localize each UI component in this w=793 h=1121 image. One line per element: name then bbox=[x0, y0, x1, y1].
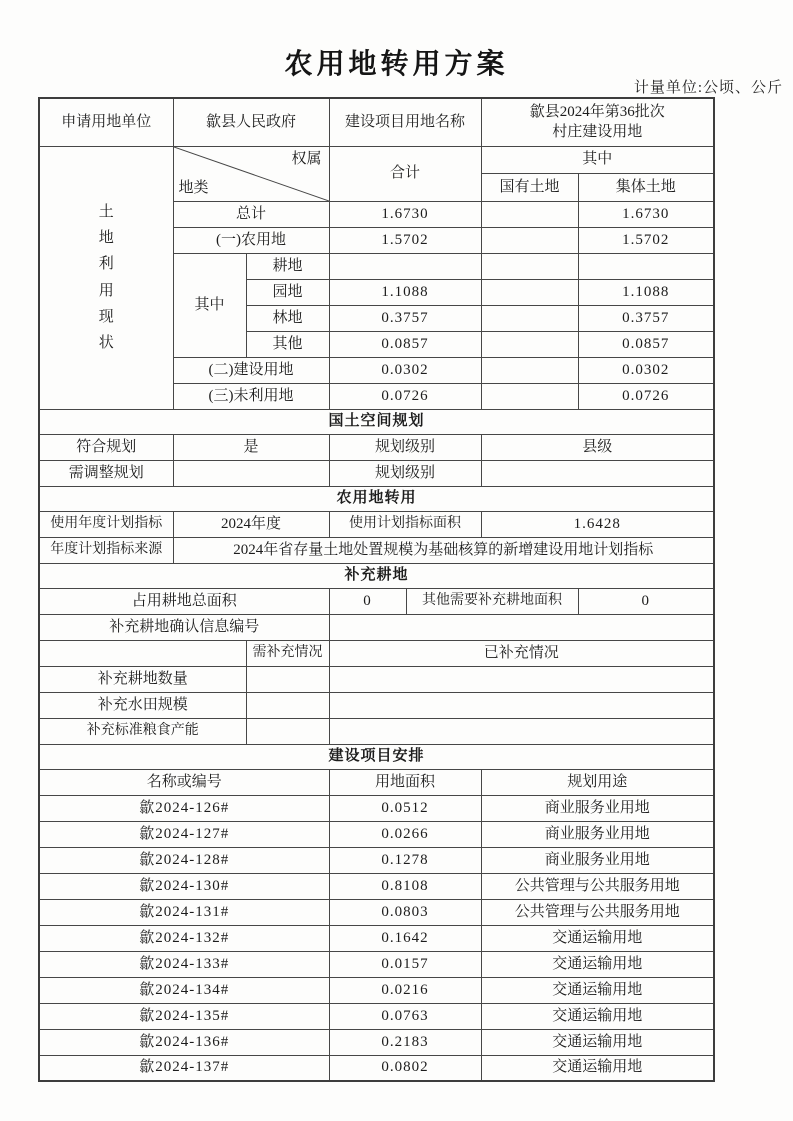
forest-state bbox=[481, 305, 578, 331]
adjust-plan-label: 需调整规划 bbox=[39, 460, 173, 486]
forest-total: 0.3757 bbox=[329, 305, 481, 331]
table-row bbox=[39, 460, 714, 486]
project-purpose: 交通运输用地 bbox=[481, 925, 714, 951]
construction-total: 0.0302 bbox=[329, 357, 481, 383]
project-purpose: 公共管理与公共服务用地 bbox=[481, 899, 714, 925]
table-row bbox=[39, 434, 714, 460]
other-supplement-area-value: 0 bbox=[578, 588, 714, 614]
project-row bbox=[39, 951, 714, 977]
table-row bbox=[39, 718, 714, 744]
project-name: 歙2024-136# bbox=[39, 1029, 329, 1055]
grand-total-state bbox=[481, 201, 578, 227]
index-source-value: 2024年省存量土地处置规模为基础核算的新增建设用地计划指标 bbox=[173, 537, 714, 563]
row-label-grand-total: 总计 bbox=[173, 201, 329, 227]
column-header-state-land: 国有土地 bbox=[481, 173, 578, 201]
row-label-other: 其他 bbox=[246, 331, 329, 357]
supplement-confirm-id-label: 补充耕地确认信息编号 bbox=[39, 614, 329, 640]
project-name-value bbox=[481, 98, 714, 146]
project-purpose: 交通运输用地 bbox=[481, 977, 714, 1003]
farmland-conversion-table bbox=[38, 97, 715, 1082]
project-name: 歙2024-130# bbox=[39, 873, 329, 899]
garden-state bbox=[481, 279, 578, 305]
row-label-cultivated: 耕地 bbox=[246, 253, 329, 279]
row-label-agricultural: (一)农用地 bbox=[173, 227, 329, 253]
measurement-unit-note: 计量单位:公顷、公斤 bbox=[633, 80, 783, 96]
project-purpose: 交通运输用地 bbox=[481, 1029, 714, 1055]
done-supplement-header: 已补充情况 bbox=[329, 640, 714, 666]
project-row bbox=[39, 1029, 714, 1055]
column-header-collective-land: 集体土地 bbox=[578, 173, 714, 201]
project-row bbox=[39, 847, 714, 873]
project-name: 歙2024-128# bbox=[39, 847, 329, 873]
cultivated-state bbox=[481, 253, 578, 279]
other-supplement-area-label: 其他需要补充耕地面积 bbox=[406, 588, 578, 614]
column-header-subset: 其中 bbox=[481, 146, 714, 173]
other-total: 0.0857 bbox=[329, 331, 481, 357]
project-name: 歙2024-131# bbox=[39, 899, 329, 925]
other-collective: 0.0857 bbox=[578, 331, 714, 357]
project-name-label: 建设项目用地名称 bbox=[329, 98, 481, 146]
supplement-confirm-id-value bbox=[329, 614, 714, 640]
agricultural-collective: 1.5702 bbox=[578, 227, 714, 253]
applicant-unit-label: 申请用地单位 bbox=[39, 98, 173, 146]
project-area: 0.0266 bbox=[329, 821, 481, 847]
section-header-row bbox=[39, 744, 714, 769]
agricultural-total: 1.5702 bbox=[329, 227, 481, 253]
column-header-total: 合计 bbox=[329, 146, 481, 201]
need-supplement-header: 需补充情况 bbox=[246, 640, 329, 666]
page-title: 农用地转用方案 bbox=[284, 49, 509, 80]
project-purpose: 公共管理与公共服务用地 bbox=[481, 873, 714, 899]
plan-level-value-2 bbox=[481, 460, 714, 486]
project-purpose: 交通运输用地 bbox=[481, 951, 714, 977]
project-name-line1: 歙县2024年第36批次 bbox=[529, 104, 665, 120]
section-title-conversion: 农用地转用 bbox=[39, 486, 714, 511]
project-row bbox=[39, 1055, 714, 1081]
land-use-side-label: 土地利用现状 bbox=[39, 146, 173, 409]
table-row bbox=[39, 537, 714, 563]
supplement-grain-capacity-need bbox=[246, 718, 329, 744]
diagonal-label-ownership: 权属 bbox=[291, 150, 322, 167]
project-area-column-header: 用地面积 bbox=[329, 769, 481, 795]
projects-header-row bbox=[39, 769, 714, 795]
garden-collective: 1.1088 bbox=[578, 279, 714, 305]
project-name: 歙2024-134# bbox=[39, 977, 329, 1003]
project-name-line2: 村庄建设用地 bbox=[552, 124, 643, 141]
table-row bbox=[39, 146, 714, 173]
project-area: 0.1642 bbox=[329, 925, 481, 951]
applicant-unit-value: 歙县人民政府 bbox=[173, 98, 329, 146]
supplement-quantity-done bbox=[329, 666, 714, 692]
grand-total-total: 1.6730 bbox=[329, 201, 481, 227]
conform-plan-label: 符合规划 bbox=[39, 434, 173, 460]
supplement-grain-capacity-label: 补充标准粮食产能 bbox=[39, 718, 246, 744]
table-row bbox=[39, 588, 714, 614]
project-area: 0.0803 bbox=[329, 899, 481, 925]
grand-total-collective: 1.6730 bbox=[578, 201, 714, 227]
supplement-quantity-need bbox=[246, 666, 329, 692]
project-row bbox=[39, 925, 714, 951]
table-row bbox=[39, 640, 714, 666]
table-row bbox=[39, 98, 714, 146]
project-area: 0.8108 bbox=[329, 873, 481, 899]
row-label-forest: 林地 bbox=[246, 305, 329, 331]
project-purpose: 交通运输用地 bbox=[481, 1055, 714, 1081]
occupied-area-label: 占用耕地总面积 bbox=[39, 588, 329, 614]
project-area: 0.0157 bbox=[329, 951, 481, 977]
project-row bbox=[39, 821, 714, 847]
forest-collective: 0.3757 bbox=[578, 305, 714, 331]
row-label-construction: (二)建设用地 bbox=[173, 357, 329, 383]
unused-total: 0.0726 bbox=[329, 383, 481, 409]
subset-group-label: 其中 bbox=[173, 253, 246, 357]
agricultural-state bbox=[481, 227, 578, 253]
cultivated-total bbox=[329, 253, 481, 279]
table-row bbox=[39, 511, 714, 537]
construction-state bbox=[481, 357, 578, 383]
plan-index-area-value: 1.6428 bbox=[481, 511, 714, 537]
project-row bbox=[39, 977, 714, 1003]
project-row bbox=[39, 795, 714, 821]
annual-plan-index-value: 2024年度 bbox=[173, 511, 329, 537]
construction-collective: 0.0302 bbox=[578, 357, 714, 383]
plan-level-label-1: 规划级别 bbox=[329, 434, 481, 460]
project-name: 歙2024-137# bbox=[39, 1055, 329, 1081]
plan-level-label-2: 规划级别 bbox=[329, 460, 481, 486]
supplement-paddy-label: 补充水田规模 bbox=[39, 692, 246, 718]
project-row bbox=[39, 899, 714, 925]
supplement-grain-capacity-done bbox=[329, 718, 714, 744]
index-source-label: 年度计划指标来源 bbox=[39, 537, 173, 563]
diagonal-header-cell bbox=[173, 146, 329, 201]
section-title-spatial-planning: 国土空间规划 bbox=[39, 409, 714, 434]
project-area: 0.0802 bbox=[329, 1055, 481, 1081]
project-name: 歙2024-127# bbox=[39, 821, 329, 847]
section-header-row bbox=[39, 409, 714, 434]
project-purpose: 商业服务业用地 bbox=[481, 821, 714, 847]
project-area: 0.2183 bbox=[329, 1029, 481, 1055]
garden-total: 1.1088 bbox=[329, 279, 481, 305]
project-name: 歙2024-132# bbox=[39, 925, 329, 951]
other-state bbox=[481, 331, 578, 357]
plan-level-value-1: 县级 bbox=[481, 434, 714, 460]
section-title-projects: 建设项目安排 bbox=[39, 744, 714, 769]
diagonal-label-landtype: 地类 bbox=[178, 179, 209, 196]
table-row bbox=[39, 666, 714, 692]
supplement-paddy-done bbox=[329, 692, 714, 718]
project-name: 歙2024-126# bbox=[39, 795, 329, 821]
section-header-row bbox=[39, 486, 714, 511]
section-title-supplement: 补充耕地 bbox=[39, 563, 714, 588]
project-row bbox=[39, 1003, 714, 1029]
project-purpose: 商业服务业用地 bbox=[481, 795, 714, 821]
adjust-plan-value bbox=[173, 460, 329, 486]
project-row bbox=[39, 873, 714, 899]
unused-collective: 0.0726 bbox=[578, 383, 714, 409]
section-header-row bbox=[39, 563, 714, 588]
supplement-paddy-need bbox=[246, 692, 329, 718]
project-name: 歙2024-133# bbox=[39, 951, 329, 977]
project-purpose-column-header: 规划用途 bbox=[481, 769, 714, 795]
project-area: 0.0512 bbox=[329, 795, 481, 821]
project-purpose: 商业服务业用地 bbox=[481, 847, 714, 873]
project-name: 歙2024-135# bbox=[39, 1003, 329, 1029]
unused-state bbox=[481, 383, 578, 409]
conform-plan-value: 是 bbox=[173, 434, 329, 460]
annual-plan-index-label: 使用年度计划指标 bbox=[39, 511, 173, 537]
project-purpose: 交通运输用地 bbox=[481, 1003, 714, 1029]
plan-index-area-label: 使用计划指标面积 bbox=[329, 511, 481, 537]
row-label-garden: 园地 bbox=[246, 279, 329, 305]
table-row bbox=[39, 692, 714, 718]
project-area: 0.1278 bbox=[329, 847, 481, 873]
cultivated-collective bbox=[578, 253, 714, 279]
row-label-unused: (三)未利用地 bbox=[173, 383, 329, 409]
supplement-quantity-label: 补充耕地数量 bbox=[39, 666, 246, 692]
project-area: 0.0763 bbox=[329, 1003, 481, 1029]
occupied-area-value: 0 bbox=[329, 588, 406, 614]
project-area: 0.0216 bbox=[329, 977, 481, 1003]
supplement-blank-cell bbox=[39, 640, 246, 666]
table-row bbox=[39, 614, 714, 640]
project-name-column-header: 名称或编号 bbox=[39, 769, 329, 795]
